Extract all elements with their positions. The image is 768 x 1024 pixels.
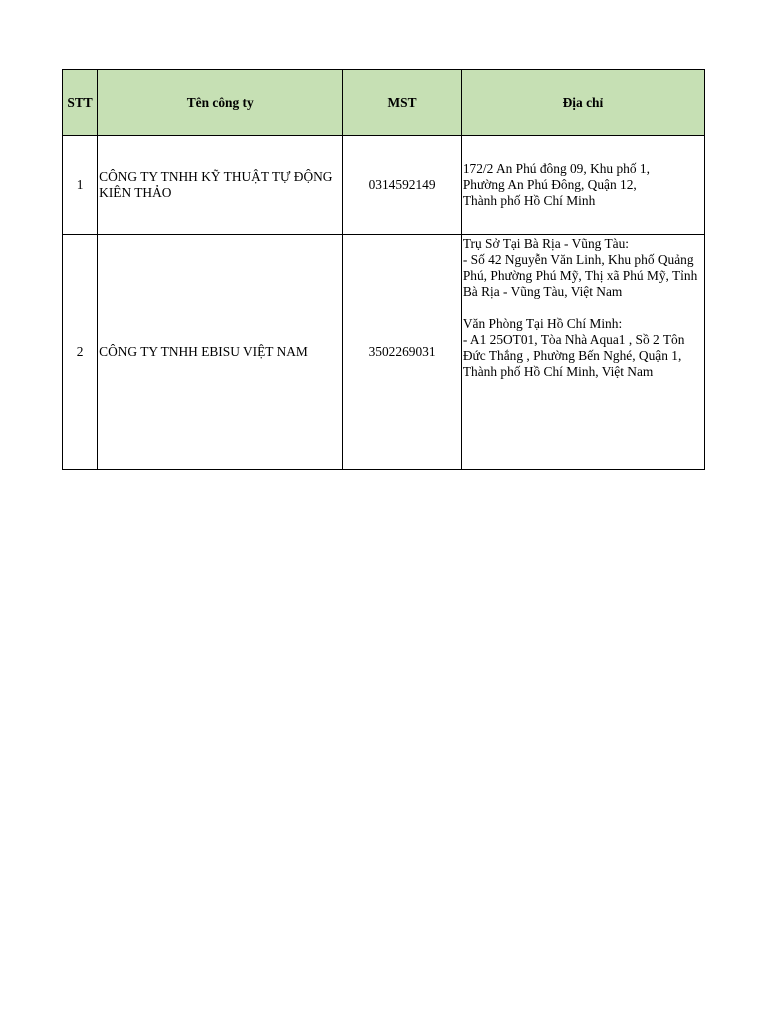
table-header [63,70,705,136]
row-company-name: CÔNG TY TNHH EBISU VIỆT NAM [98,235,343,470]
header-row [63,70,705,136]
row-stt: 1 [63,136,98,235]
company-table [62,69,705,470]
row-tax-code: 0314592149 [343,136,462,235]
row-address: 172/2 An Phú đông 09, Khu phố 1, Phường An Phú Đông, Quận 12, Thành phố Hồ Chí Minh [461,136,704,235]
row-stt: 2 [63,235,98,470]
table-row [63,136,705,235]
row-tax-code: 3502269031 [343,235,462,470]
table-row [63,235,705,470]
header-company-name: Tên công ty [98,70,343,136]
row-company-name: CÔNG TY TNHH KỸ THUẬT TỰ ĐỘNG KIÊN THẢO [98,136,343,235]
table-body [63,136,705,470]
header-address: Địa chỉ [461,70,704,136]
header-tax-code: MST [343,70,462,136]
row-address: Trụ Sở Tại Bà Rịa - Vũng Tàu: - Số 42 Nguyễn Văn Linh, Khu phố Quảng Phú, Phường Phú Mỹ, Thị xã Phú Mỹ, Tỉnh Bà Rịa - Vũng Tàu, Việt Nam Văn Phòng Tại Hồ Chí Minh: - A1 25OT01, Tòa Nhà Aqua1 , Sồ 2 Tôn Đức Thắng , Phường Bến Nghé, Quận 1, Thành phố Hồ Chí Minh, Việt Nam [461,235,704,470]
header-stt: STT [63,70,98,136]
